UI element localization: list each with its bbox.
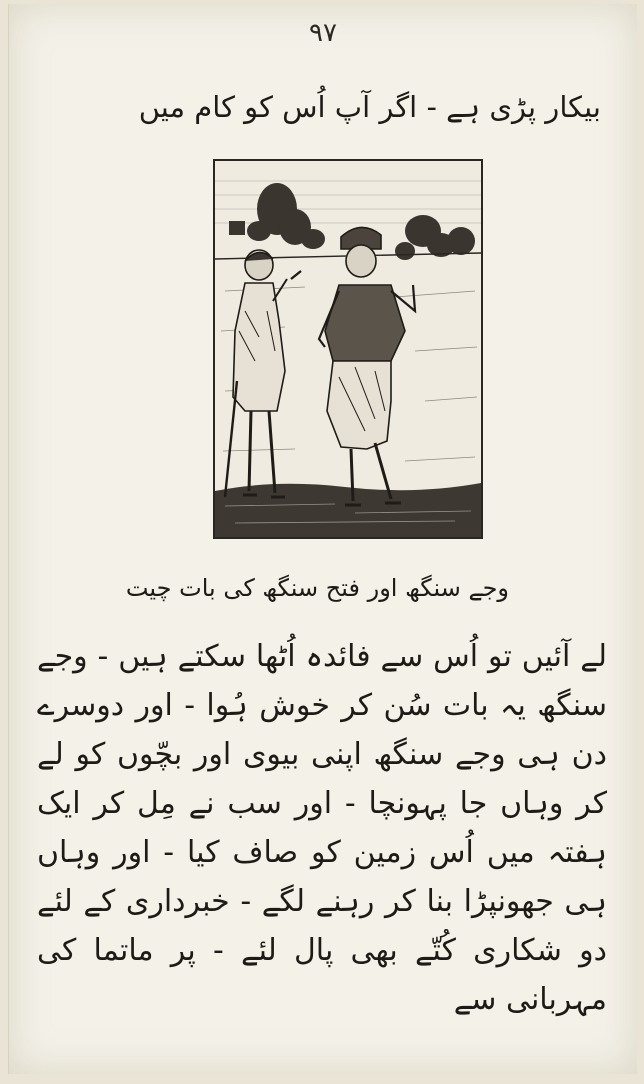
body-paragraph bbox=[37, 632, 607, 1024]
sky-hatching bbox=[215, 181, 481, 223]
figure-left bbox=[225, 250, 301, 497]
body-paragraph-text: لے آئیں تو اُس سے فائدہ اُٹھا سکتے ہیں - وجے سنگھ یہ بات سُن کر خوش ہُوا - اور دوسرے دن ہی وجے سنگھ اپنی بیوی اور بچّوں کو لے کر وہاں جا پہونچا - اور سب نے مِل کر ایک ہفتہ میں اُس زمین کو صاف کیا - اور وہاں ہی جھونپڑا بنا کر رہنے لگے - خبرداری کے لئے دو شکاری کُتّے بھی پال لئے - پر ماتما کی مہربانی سے bbox=[37, 639, 607, 1017]
book-page bbox=[8, 4, 637, 1074]
page-number: ۹۷ bbox=[309, 18, 337, 48]
text-line-top: بیکار پڑی ہے - اگر آپ اُس کو کام میں bbox=[138, 90, 601, 124]
illustration-woodcut bbox=[213, 159, 483, 539]
illustration-drawing bbox=[215, 161, 481, 537]
figure-right bbox=[319, 227, 415, 505]
illustration-caption: وجے سنگھ اور فتح سنگھ کی بات چیت bbox=[125, 574, 509, 602]
